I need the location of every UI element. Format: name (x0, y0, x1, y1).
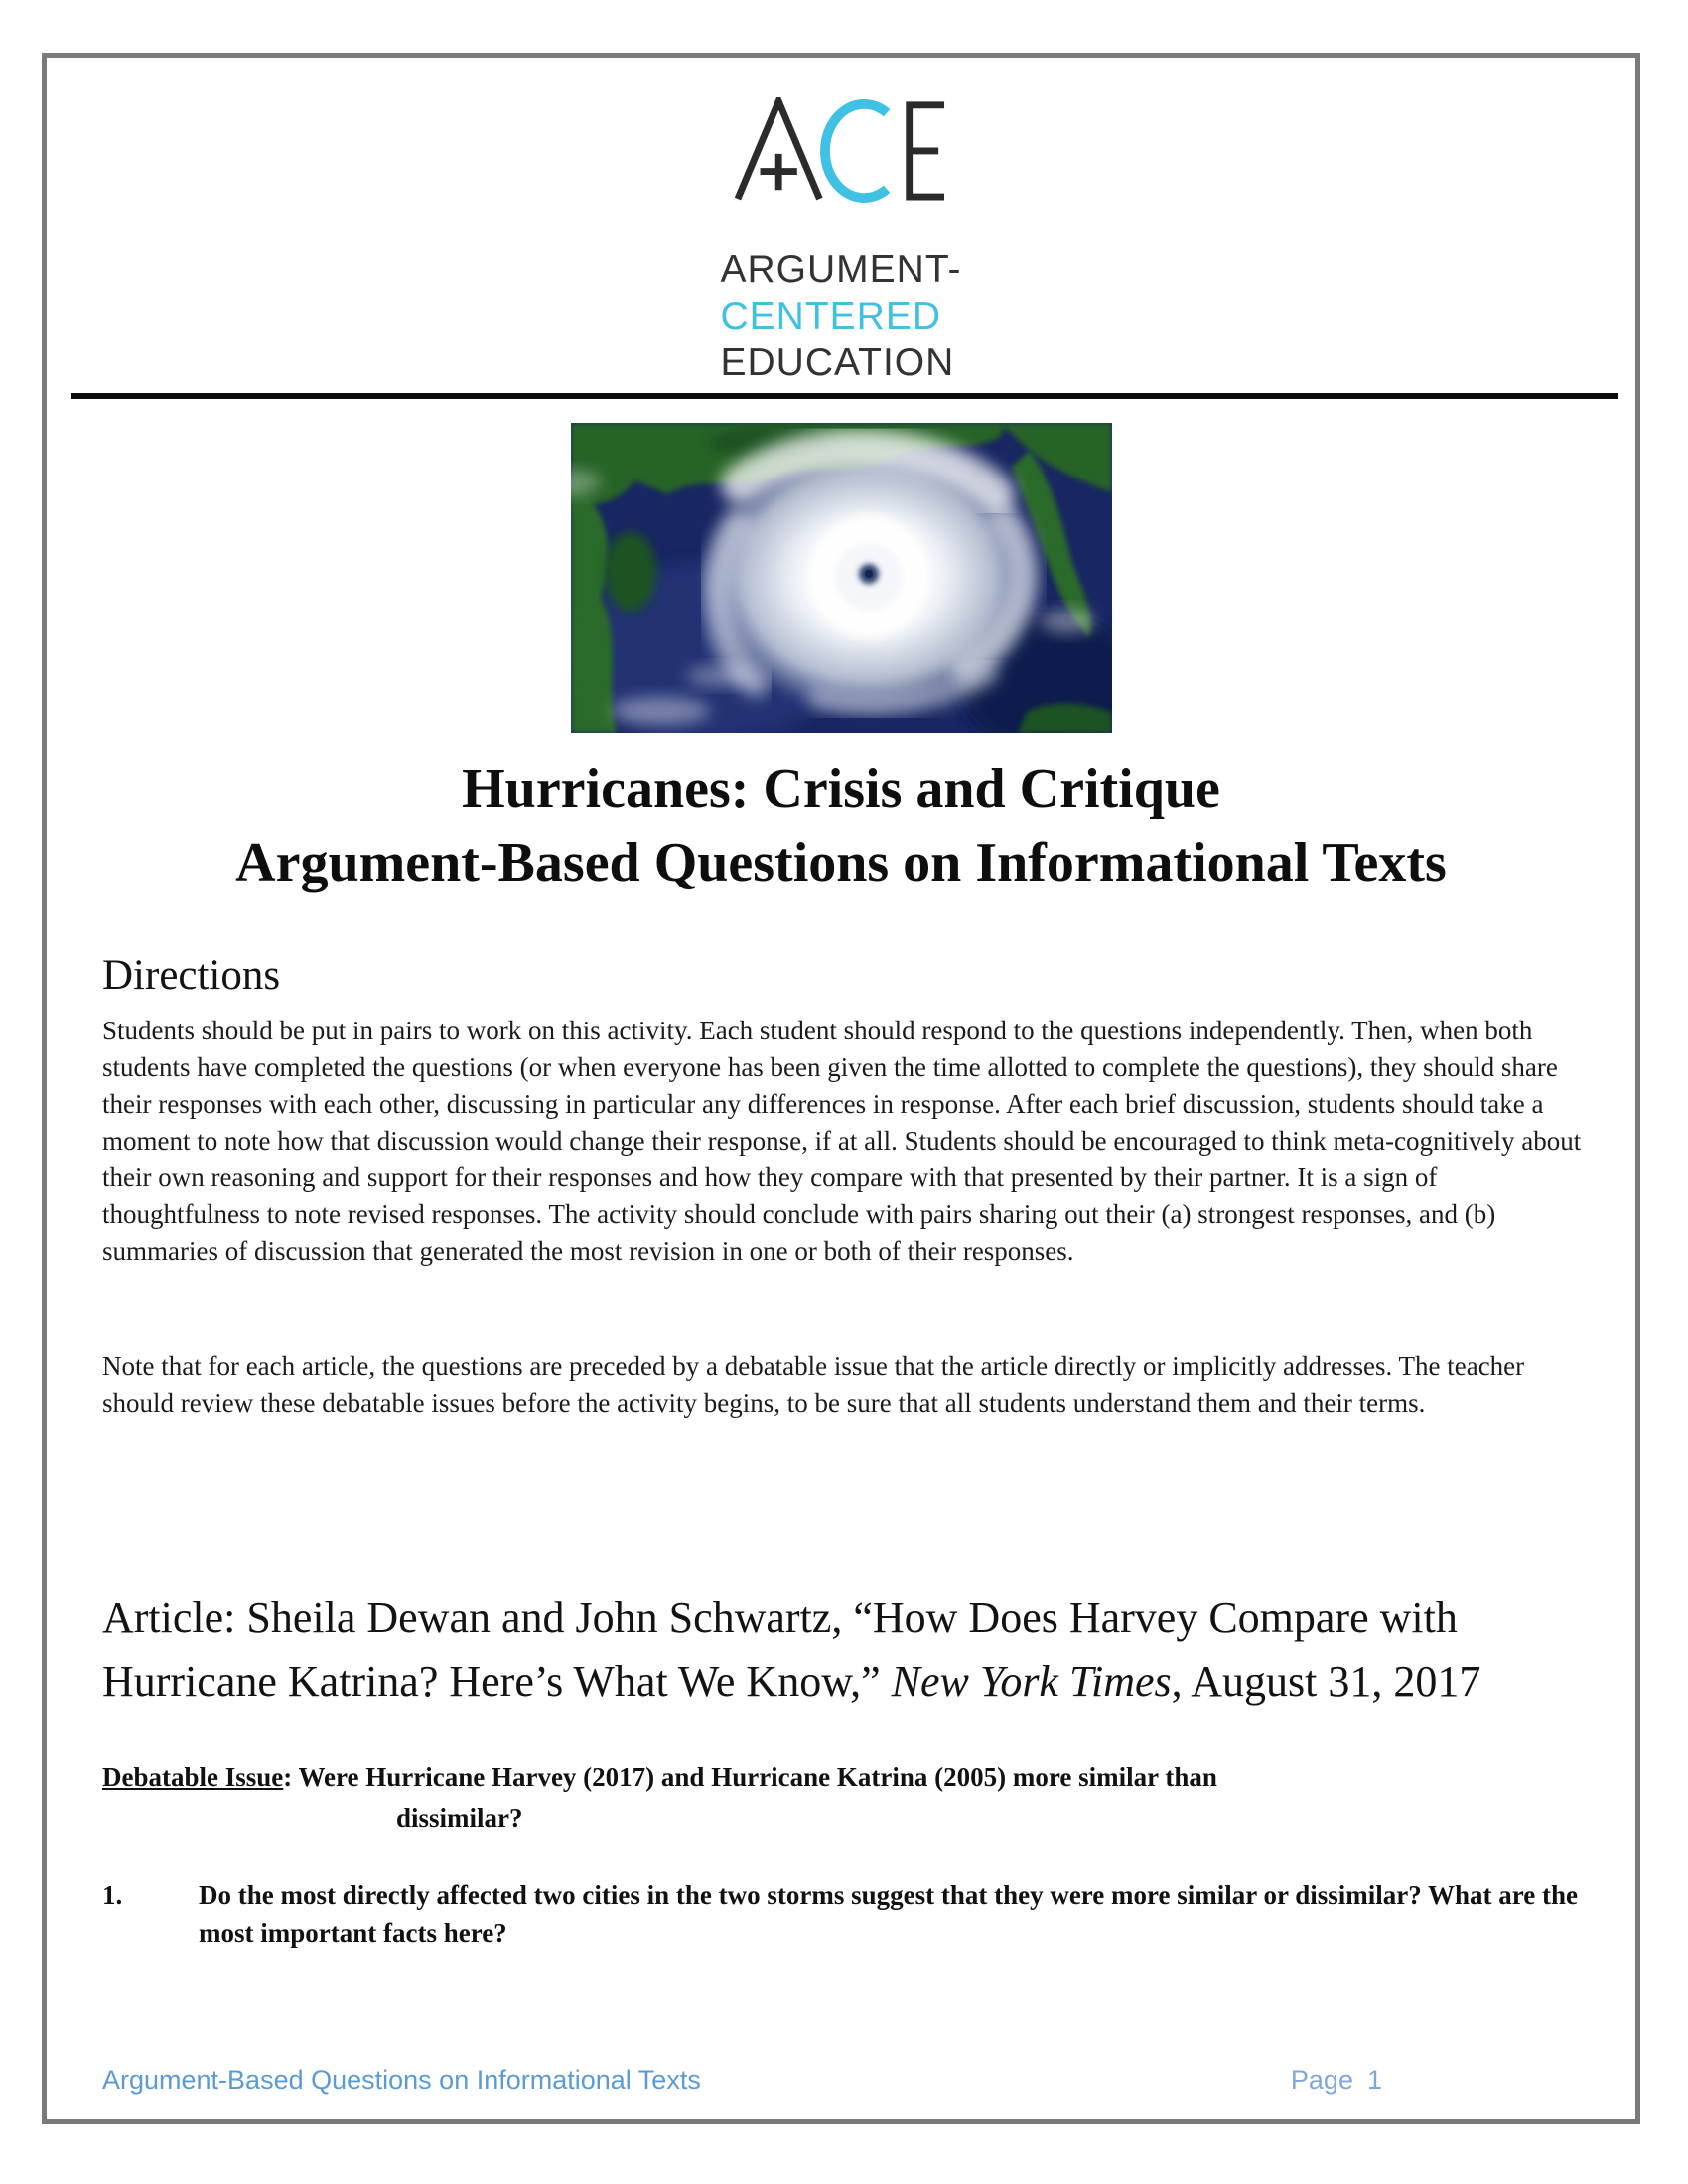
page-footer (102, 2065, 1589, 2096)
directions-paragraph-1: Students should be put in pairs to work on this activity. Each student should respond to the questions independently. Then, when both students have completed the questions (or when everyone has been given the time allotted to complete the questions), they should share their responses with each other, discussing in particular any differences in response. After each brief discussion, students should take a moment to note how that discussion would change their response, if at all. Students should be encouraged to think meta-cognitively about their own reasoning and support for their responses and how they compare with that presented by their partner. It is a sign of thoughtfulness to note revised responses. The activity should conclude with pairs sharing out their (a) strongest responses, and (b) summaries of discussion that generated the most revision in one or both of their responses. (102, 1016, 1582, 1266)
debatable-issue-text: : Were Hurricane Harvey (2017) and Hurricane Katrina (2005) more similar than (283, 1762, 1217, 1792)
header-divider (71, 393, 1618, 399)
question-item-1 (102, 1876, 1589, 1952)
footer-title: Argument-Based Questions on Informational Texts (102, 2065, 701, 2095)
logo-word-education: EDUCATION (720, 341, 955, 384)
article-heading-text: Article: Sheila Dewan and John Schwartz, “How Does Harvey Compare with Hurricane Katrina? Here’s What We Know,” (102, 1593, 1458, 1706)
ace-logo (47, 97, 1635, 386)
logo-word-centered: CENTERED (720, 295, 942, 338)
document-title-line1: Hurricanes: Crisis and Critique (462, 758, 1220, 820)
question-number: 1. (102, 1880, 123, 1910)
ace-logo-icon (726, 97, 956, 203)
question-text: Do the most directly affected two cities in the two storms suggest that they were more similar or dissimilar? What are the most important facts here? (199, 1880, 1579, 1948)
article-heading (102, 1586, 1589, 1713)
footer-page-label: Page (1290, 2065, 1353, 2095)
document-title-line2: Argument-Based Questions on Informational Texts (235, 832, 1447, 893)
ace-logo-wordmark (721, 246, 962, 386)
directions-heading: Directions (102, 952, 281, 999)
page-border-frame (42, 53, 1640, 2124)
debatable-issue-line1 (102, 1757, 1589, 1798)
debatable-issue-continuation: dissimilar? (396, 1803, 523, 1833)
document-title (47, 752, 1635, 899)
directions-paragraph-2: Note that for each article, the questions are preceded by a debatable issue that the article directly or implicitly addresses. The teacher should review these debatable issues before the activity begins, to be sure that all students understand them and their terms. (102, 1351, 1525, 1418)
debatable-issue-label: Debatable Issue (102, 1762, 284, 1792)
article-heading-date: , August 31, 2017 (1171, 1657, 1481, 1706)
debatable-issue (102, 1757, 1589, 1839)
footer-page-indicator (1291, 2065, 1382, 2096)
logo-word-argument: ARGUMENT- (720, 248, 962, 291)
hurricane-satellite-image (571, 423, 1112, 733)
article-heading-source: New York Times (891, 1657, 1172, 1706)
footer-page-number: 1 (1366, 2065, 1382, 2095)
